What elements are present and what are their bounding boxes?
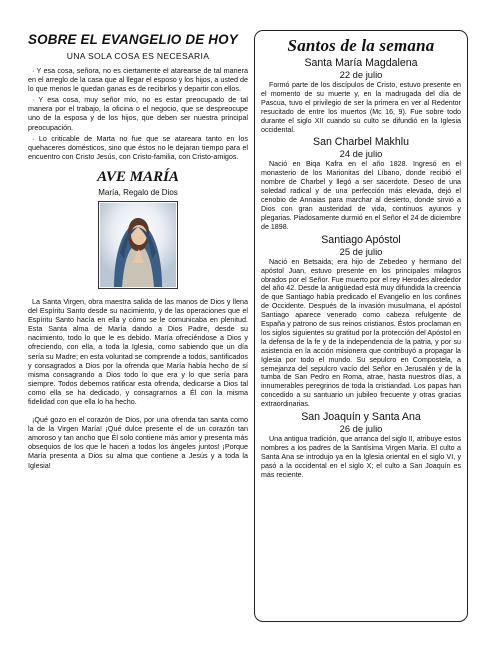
ave-maria-paragraph: La Santa Virgen, obra maestra salida de las manos de Dios y llena del Espíritu Santo desde su nacimiento, y de las operaciones que el Espíritu Santo hacía en ella y cómo se le comunicaba en plenitud. Esta Santa alma de María dando a Dios Padre, desde su nacimiento, todo lo que le es debido. María ofreciéndose a Dios y ofreciendo, con ella, a toda la Iglesia, como sabiendo que un día sería su Madre; en esta voluntad se comprende a todos, santificados y consagrados a Dios por la ofrenda que María había hecho de sí misma consagrando a Dios todo lo que era y lo que sería para siempre. Todos debemos ratificar esta ofrenda, dedicarse a Dios tal como ella se ha dedicado, y consagrarnos a Él con la misma fidelidad con que ella lo ha hecho. [28,296,248,406]
saint-date: 22 de julio [339,69,383,80]
ave-maria-title: AVE MARÍA [97,168,179,185]
saints-section-title: Santos de la semana [287,36,435,55]
saint-name: San Joaquín y Santa Ana [301,411,421,424]
saint-entry [261,57,461,134]
saint-description: Formó parte de los discípulos de Cristo, estuvo presente en el momento de su muerte y, en la madrugada del día de Pascua, tuvo el privilegio de ser la primera en ver al Redentor resucitado de entre los muertos (Mc 16, 9). Fue sobre todo durante el siglo XII cuando su culto se difundió en la Iglesia occidental. [261,81,461,134]
saint-name: San Charbel Makhlu [313,136,409,149]
gospel-section-title: SOBRE EL EVANGELIO DE HOY [28,32,238,47]
portrait-frame [98,201,178,289]
saint-date: 24 de julio [339,148,383,160]
gospel-paragraph: · Y esa cosa, muy señor mío, no es estar preocupado de tal manera por el trabajo, la oficina o el negocio, que se despreocupe uno de la esposa y de los hijos, que deben ser nuestra principal preocupación. [28,95,248,132]
gospel-paragraph: · Lo criticable de Marta no fue que se atareara tanto en los quehaceres domésticos, sino que éstos no le dejaran tiempo para el encuentro con Cristo Jesús, con Cristo-familia, con Cristo-amigos. [28,133,248,161]
virgin-mary-portrait [28,201,248,289]
gospel-section-subtitle: UNA SOLA COSA ES NECESARIA [66,51,210,61]
saint-name: Santa María Magdalena [304,57,418,69]
saint-date: 25 de julio [339,245,383,257]
praying-virgin-image [100,203,176,287]
ave-maria-subtitle: María, Regalo de Dios [98,187,178,197]
saint-date: 26 de julio [339,423,383,435]
left-column [28,32,248,472]
saint-entry [261,411,461,480]
ave-maria-paragraph: ¡Qué gozo en el corazón de Dios, por una ofrenda tan santa como la de la Virgen María! ¡Qué dulce presente el de un corazón tan amoroso y tan ancho que Él solo contiene más amor y presenta más obsequios de los que le hacen a todos los ángeles juntos! ¡Porque María presenta a Dios su alma que contiene a Jesús y a toda la Iglesia! [28,415,248,470]
saints-box [254,30,468,622]
saint-description: Nació en Biqa Kafra en el año 1828. Ingresó en el monasterio de los Marionitas del Líbano, donde recibió el nombre de Charbel y llegó a ser sacerdote. Deseo de una soledad radical y de una perfección más elevada, dejó el cenobio de Annaias para marchar al desierto, donde sirvió a Dios con gran austeridad de vida, continuos ayunos y plegarias. Piadosamente durmió en el Señor el 24 de diciembre de 1898. [261,160,461,231]
saint-description: Nació en Betsaida; era hijo de Zebedeo y hermano del apóstol Juan, estuvo presente en los principales milagros obrados por el Señor. Fue muerto por el rey Herodes alrededor del año 42. Desde la antigüedad está muy difundida la creencia de que Santiago había predicado el Evangelio en los confines de Occidente. Después de la invasión musulmana, el apóstol Santiago aparece venerado como cabeza refulgente de España y patrono de sus reinos cristianos. Éstos proclaman en los siglos siguientes su gratitud por la protección del Apóstol en la defensa de la fe y de la independencia de la patria, y por su asistencia en la acción misionera que contribuyó a propagar la Iglesia por todo el mundo. Su sepulcro en Compostela, a semejanza del sepulcro vacío del Señor en Jerusalén y de la tumba de San Pedro en Roma, atrae, hasta nuestros días, a innumerables peregrinos de toda la cristiandad. Los papas han concedido a su santuario un jubileo frecuente y otras gracias extraordinarias. [261,257,461,409]
saint-description: Una antigua tradición, que arranca del siglo II, atribuye estos nombres a los padres de la Santísima Virgen María. El culto a Santa Ana se introdujo ya en la Iglesia oriental en el siglo VI, y pasó a la occidental en el siglo X; el culto a San Joaquín es más reciente. [261,435,461,479]
saint-entry [261,136,461,231]
saint-name: Santiago Apóstol [321,233,401,246]
saint-entry [261,234,461,409]
gospel-paragraph: · Y esa cosa, señora, no es ciertamente el atarearse de tal manera en el arreglo de la casa que al llegar el esposo y los hijos, a usted de lo que menos le quedan ganas es de recibirlos y departir con ellos. [28,66,248,94]
